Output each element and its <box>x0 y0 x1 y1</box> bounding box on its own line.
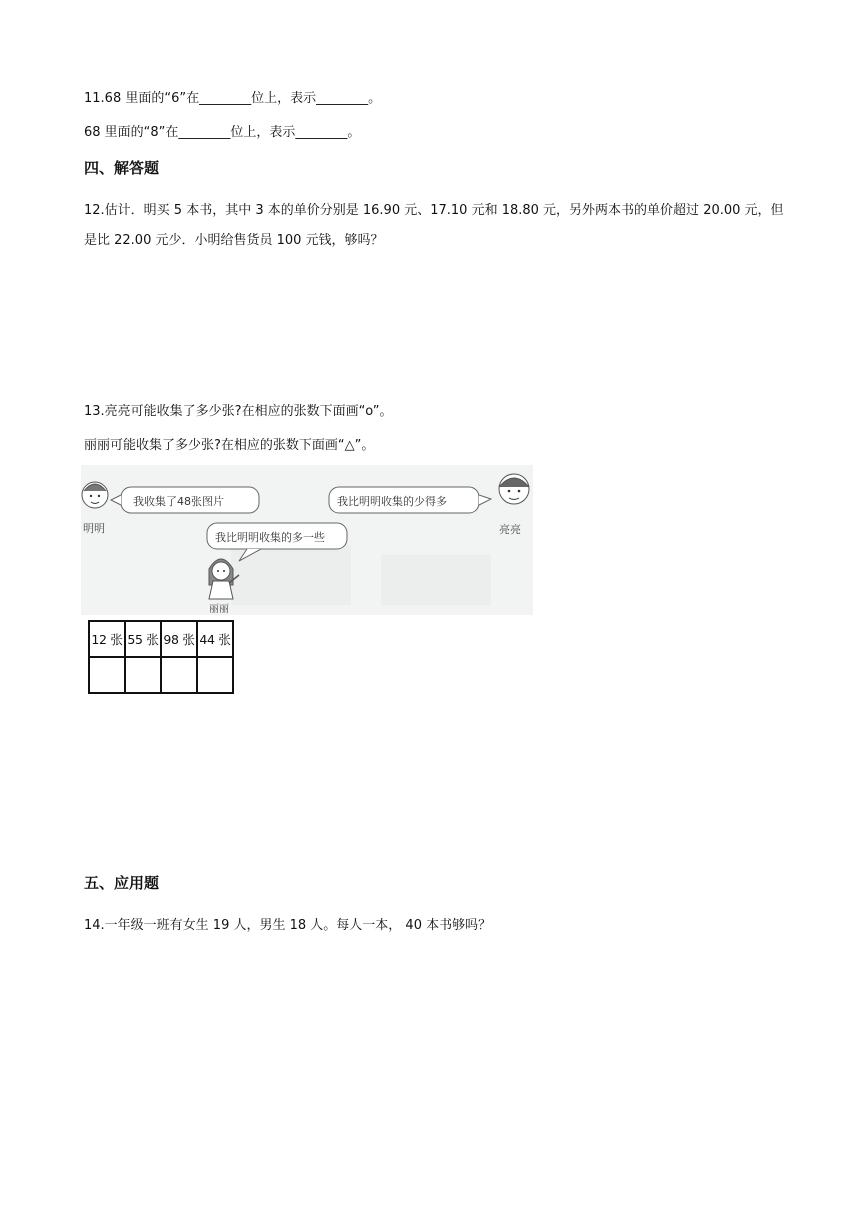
header-cell-98: 98 张 <box>161 621 197 657</box>
q13-line1: 13.亮亮可能收集了多少张?在相应的张数下面画“o”。 <box>84 404 393 419</box>
header-cell-55: 55 张 <box>125 621 161 657</box>
bubble-mingming-text: 我收集了48张图片 <box>133 495 224 508</box>
q13-illustration <box>81 465 533 615</box>
header-cell-44: 44 张 <box>197 621 233 657</box>
answer-cell-12[interactable] <box>89 657 125 693</box>
answer-cell-98[interactable] <box>161 657 197 693</box>
section5-title: 五、应用题 <box>84 874 160 892</box>
section4-title: 四、解答题 <box>84 159 160 177</box>
answer-table-blank-row <box>89 657 233 693</box>
answer-table <box>88 620 234 694</box>
answer-cell-55[interactable] <box>125 657 161 693</box>
q13-line2: 丽丽可能收集了多少张?在相应的张数下面画“△”。 <box>84 438 375 453</box>
liangliang-figure <box>499 474 529 504</box>
name-lili: 丽丽 <box>209 604 229 615</box>
q14-text: 14.一年级一班有女生 19 人，男生 18 人。每人一本， 40 本书够吗？ <box>84 918 492 933</box>
q11-line1: 11.68 里面的“6”在________位上，表示________。 <box>84 91 382 106</box>
name-liangliang: 亮亮 <box>499 523 521 536</box>
answer-cell-44[interactable] <box>197 657 233 693</box>
mingming-figure <box>82 482 108 508</box>
bubble-liangliang <box>329 487 491 513</box>
answer-table-header-row <box>89 621 233 657</box>
bubble-mingming <box>111 487 259 513</box>
q12-text: 12.估计．明买 5 本书，其中 3 本的单价分别是 16.90 元、17.10 元和 18.80 元，另外两本书的单价超过 20.00 元，但是比 22.00 元少．小明给售货员 100 元钱，够吗？ <box>84 203 784 248</box>
name-mingming: 明明 <box>83 522 105 535</box>
q11-line2: 68 里面的“8”在________位上，表示________。 <box>84 125 361 140</box>
bubble-liangliang-text: 我比明明收集的少得多 <box>337 495 447 508</box>
header-cell-12: 12 张 <box>89 621 125 657</box>
bubble-lili-text: 我比明明收集的多一些 <box>215 531 325 544</box>
